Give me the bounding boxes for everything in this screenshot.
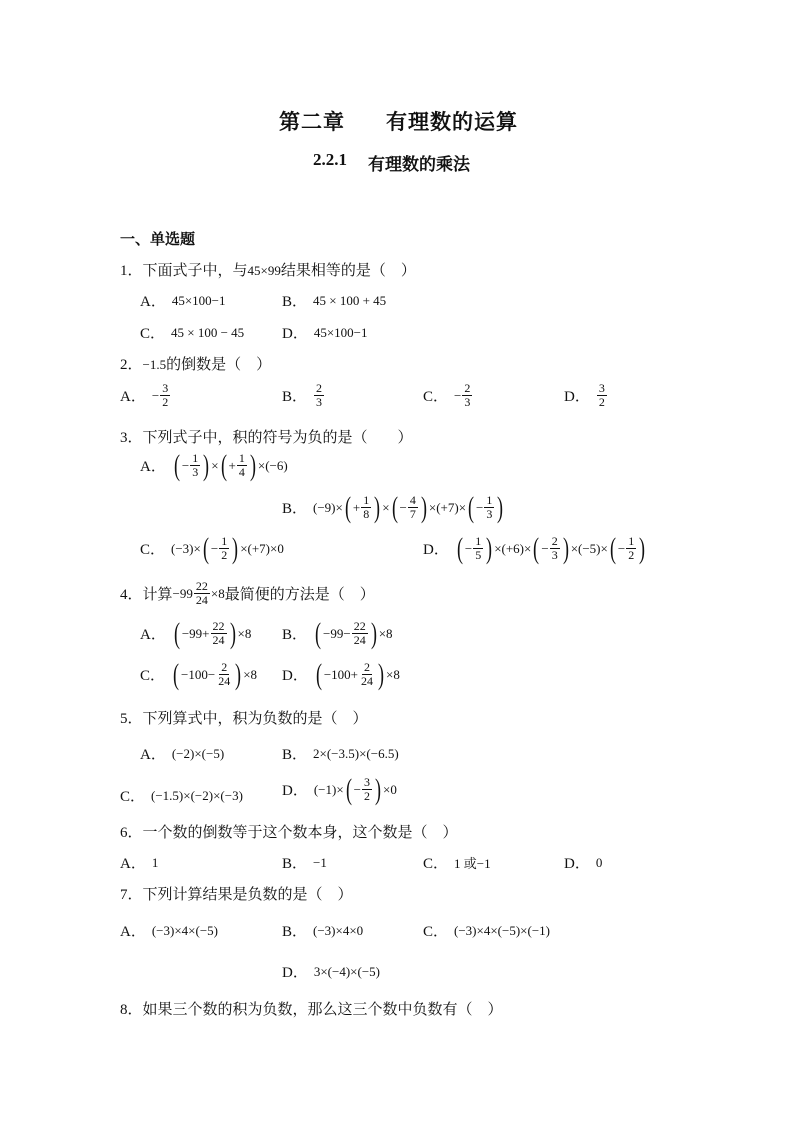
option-label: C． [423, 924, 449, 940]
option-text: (−1.5)×(−2)×(−3) [151, 787, 243, 803]
option-label: B． [282, 924, 308, 940]
denominator: 24 [195, 593, 208, 607]
option-text: (−3)×4×(−5) [151, 922, 218, 938]
option-expression: ( −100− $\frac{2}{24}$ ) ×8 [173, 657, 258, 691]
question-5-stem: 5．下列算式中，积为负数的是（ ） [120, 711, 368, 727]
q7-option-c[interactable] [423, 920, 550, 941]
section-number: 2.2.1 [313, 150, 347, 169]
option-label: B． [282, 294, 308, 310]
option-label: C． [140, 326, 166, 342]
q3-option-d[interactable] [423, 531, 647, 565]
numerator: 3 [598, 381, 605, 395]
option-expression: (−3)× ( − $\frac{1}{2}$ ) ×(+7)×0 [171, 531, 284, 565]
q1-stem-text: 1．下面式子中，与 [120, 263, 248, 279]
option-expression: ( −99+ $\frac{22}{24}$ ) ×8 [173, 616, 252, 650]
option-expression: (−9)× ( + $\frac{1}{8}$ ) × ( − $\frac{4}{7}$ ) ×(+7)× ( − $\frac{1}{3}$ ) [313, 490, 504, 524]
option-label: A． [140, 747, 166, 763]
q5-option-d[interactable] [282, 772, 397, 806]
option-label: D． [282, 326, 308, 342]
option-fraction [160, 382, 170, 409]
q1-stem-after: 结果相等的是（ ） [280, 263, 416, 279]
numerator: 2 [464, 381, 471, 395]
denominator: 2 [162, 395, 169, 409]
q2-stem-pre: 2． [120, 357, 143, 373]
option-text: 0 [595, 854, 603, 870]
denominator: 2 [598, 395, 605, 409]
option-label: A． [120, 856, 146, 872]
question-7-stem: 7．下列计算结果是负数的是（ ） [120, 887, 353, 903]
option-label: A． [120, 924, 146, 940]
chapter-number: 第二章 [279, 110, 345, 134]
option-label: D． [423, 542, 449, 558]
option-text: 2×(−3.5)×(−6.5) [313, 745, 399, 761]
option-expression: (−1)× ( − $\frac{3}{2}$ ) ×0 [313, 772, 397, 806]
q6-option-d[interactable] [564, 852, 602, 873]
q6-option-b[interactable] [282, 852, 327, 873]
question-8-stem: 8．如果三个数的积为负数，那么这三个数中负数有（ ） [120, 1002, 503, 1018]
q3-option-a[interactable] [140, 448, 288, 482]
option-label: C． [423, 856, 449, 872]
option-label: D． [282, 668, 308, 684]
q4-expr-tail: ×8 [210, 585, 225, 601]
q5-option-b[interactable] [282, 743, 399, 764]
question-6-stem: 6．一个数的倒数等于这个数本身，这个数是（ ） [120, 825, 458, 841]
option-label: C． [120, 789, 146, 805]
chapter-title: 有理数的运算 [386, 110, 518, 134]
numerator: 2 [316, 381, 323, 395]
q1-option-b[interactable] [282, 290, 386, 311]
denominator: 3 [464, 395, 471, 409]
option-label: C． [140, 668, 166, 684]
option-label: A． [120, 389, 146, 405]
option-label: A． [140, 459, 166, 475]
option-label: A． [140, 627, 166, 643]
question-2-stem [120, 353, 271, 374]
option-fraction [597, 382, 607, 409]
q4-option-d[interactable] [282, 657, 400, 691]
option-label: D． [564, 856, 590, 872]
option-text: 45 × 100 − 45 [171, 324, 245, 340]
q1-expr: 45×99 [247, 263, 281, 278]
option-text: 1 [151, 854, 159, 870]
option-label: C． [140, 542, 166, 558]
q7-option-b[interactable] [282, 920, 363, 941]
q6-option-c[interactable] [423, 852, 491, 873]
option-label: D． [282, 965, 308, 981]
q5-option-a[interactable] [140, 743, 224, 764]
question-4-stem [120, 580, 375, 607]
q4-expr-sign: −99 [172, 585, 193, 601]
option-label: B． [282, 856, 308, 872]
option-sign: − [151, 387, 160, 403]
q1-option-c[interactable] [140, 322, 244, 343]
q2-option-d[interactable] [564, 382, 608, 409]
option-label: D． [564, 389, 590, 405]
option-label: B． [282, 501, 308, 517]
q4-expr-fraction [194, 580, 210, 607]
q3-option-b[interactable] [282, 490, 505, 524]
option-text: (−2)×(−5) [171, 745, 225, 761]
q2-stem-after: 的倒数是（ ） [166, 357, 272, 373]
denominator: 3 [316, 395, 323, 409]
q4-option-b[interactable] [282, 616, 393, 650]
option-text: −1 [313, 854, 327, 870]
q1-option-d[interactable] [282, 322, 368, 343]
q2-option-b[interactable] [282, 382, 325, 409]
q1-option-a[interactable] [140, 290, 226, 311]
option-label: B． [282, 627, 308, 643]
option-label: C． [423, 389, 449, 405]
option-expression: ( − $\frac{1}{3}$ ) × ( + $\frac{1}{4}$ ) ×(−6) [173, 448, 288, 482]
q2-option-a[interactable] [120, 382, 171, 409]
option-text: 45×100−1 [171, 292, 226, 308]
q4-stem-pre: 4．计算 [120, 587, 173, 603]
q4-option-a[interactable] [140, 616, 252, 650]
numerator: 3 [162, 381, 169, 395]
option-text: 45×100−1 [313, 324, 368, 340]
option-text: (−3)×4×0 [313, 922, 364, 938]
option-sign: − [454, 387, 462, 403]
q4-option-c[interactable] [140, 657, 258, 691]
q6-option-a[interactable] [120, 852, 158, 873]
option-label: A． [140, 294, 166, 310]
q2-expr: −1.5 [142, 357, 167, 372]
q7-option-d[interactable] [282, 961, 380, 982]
q7-option-a[interactable] [120, 920, 218, 941]
section-title: 有理数的乘法 [368, 155, 470, 174]
q2-option-c[interactable] [423, 382, 473, 409]
option-fraction [314, 382, 324, 409]
numerator: 22 [195, 579, 208, 593]
option-text: (−3)×4×(−5)×(−1) [454, 922, 550, 938]
part-heading: 一、单选题 [120, 232, 196, 248]
option-expression: ( −99− $\frac{22}{24}$ ) ×8 [315, 616, 393, 650]
question-1-stem [120, 259, 416, 280]
option-label: D． [282, 783, 308, 799]
q4-stem-after: 最简便的方法是（ ） [224, 587, 375, 603]
option-text: 1 或−1 [454, 856, 491, 871]
question-3-stem: 3．下列式子中，积的符号为负的是（ ） [120, 430, 413, 446]
option-text: 45 × 100 + 45 [313, 292, 387, 308]
q3-option-c[interactable] [140, 531, 284, 565]
option-expression: ( − $\frac{1}{5}$ ) ×(+6)× ( − $\frac{2}{3}$ ) ×(−5)× ( − $\frac{1}{2}$ ) [456, 531, 646, 565]
option-expression: ( −100+ $\frac{2}{24}$ ) ×8 [315, 657, 400, 691]
option-label: B． [282, 747, 308, 763]
option-fraction [462, 382, 472, 409]
option-label: B． [282, 389, 308, 405]
q5-option-c[interactable] [120, 785, 243, 806]
option-text: 3×(−4)×(−5) [313, 963, 380, 979]
